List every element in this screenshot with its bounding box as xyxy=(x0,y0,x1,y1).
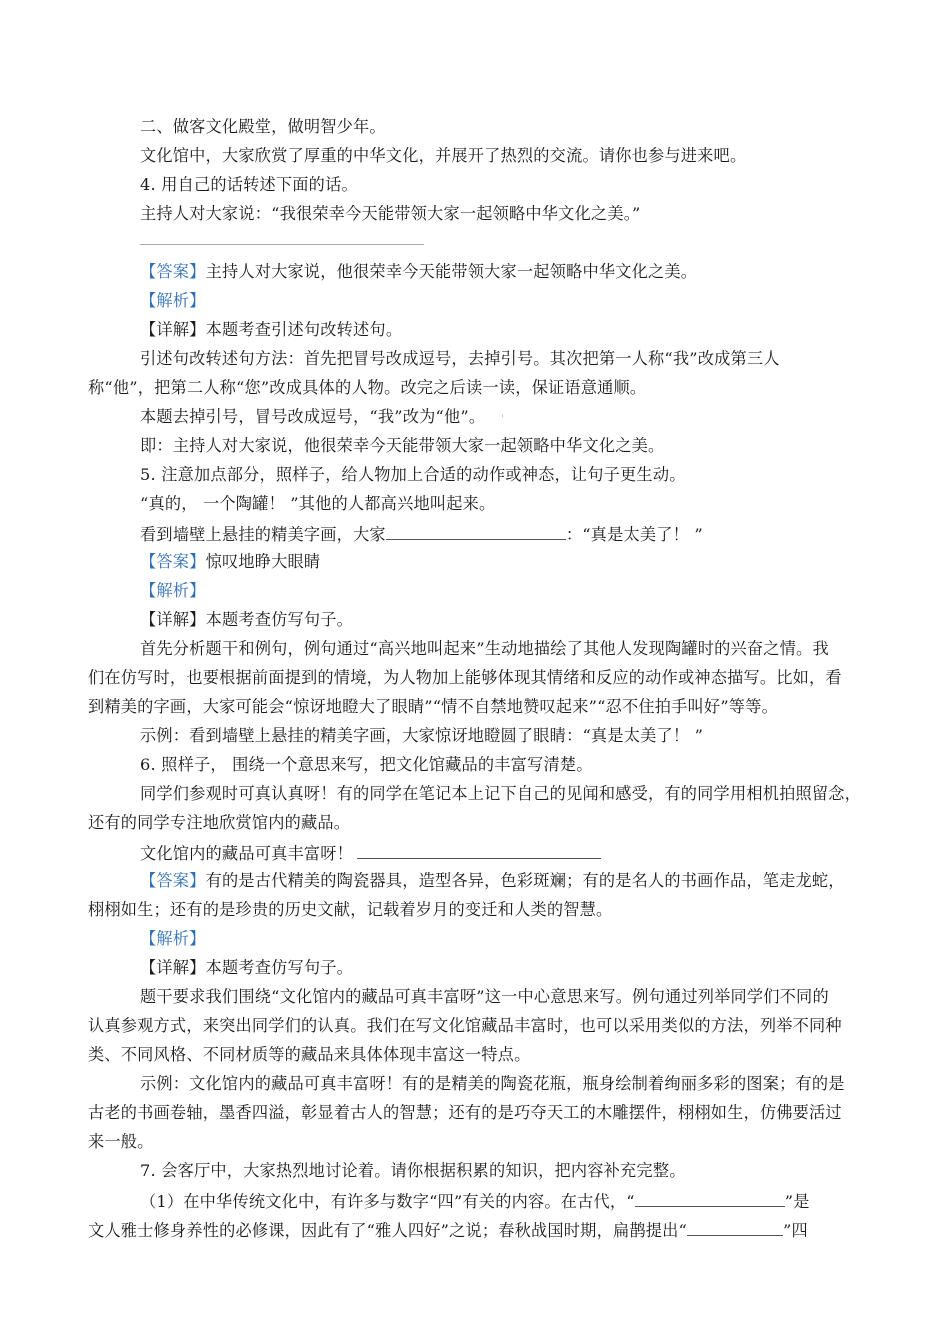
q6-analysis-tag: 【解析】 xyxy=(140,929,206,948)
q6-answer-blank[interactable] xyxy=(357,842,601,859)
q6-detail-line: 古老的书画卷轴，墨香四溢，彰显着古人的智慧；还有的是巧夺天工的木雕摆件，栩栩如生，仿佛要活过 xyxy=(88,1103,842,1122)
q6-example-line: 还有的同学专注地欣赏馆内的藏品。 xyxy=(88,813,351,832)
q7-blank-1[interactable] xyxy=(635,1190,785,1207)
stray-mark: ' xyxy=(501,414,505,425)
q4-detail-line: 引述句改转述句方法：首先把冒号改成逗号，去掉引号。其次把第一人称“我”改成第三人 xyxy=(140,349,780,368)
answer-tag: 【答案】 xyxy=(140,262,206,281)
q5-answer-blank[interactable] xyxy=(386,523,566,540)
q5-example: “真的， 一个陶罐！ ”其他的人都高兴地叫起来。 xyxy=(140,494,496,513)
q4-analysis-tag: 【解析】 xyxy=(140,291,206,310)
q4-detail-text: 本题考查引述句改转述句。 xyxy=(205,320,403,339)
detail-tag: 【详解】 xyxy=(140,610,206,629)
q4-answer-text: 主持人对大家说，他很荣幸今天能带领大家一起领略中华文化之美。 xyxy=(205,262,698,281)
detail-tag: 【详解】 xyxy=(140,958,206,977)
q6-detail-line: 题干要求我们围绕“文化馆内的藏品可真丰富呀”这一中心意思来写。例句通过列举同学们不同的 xyxy=(140,987,829,1006)
section-heading: 二、做客文化殿堂，做明智少年。 xyxy=(140,117,386,136)
q6-detail-line: 认真参观方式，来突出同学们的认真。我们在写文化馆藏品丰富时，也可以采用类似的方法，列举不同种 xyxy=(88,1016,842,1035)
q6-example-line: 同学们参观时可真认真呀！有的同学在笔记本上记下自己的见闻和感受，有的同学用相机拍照留念， xyxy=(140,784,862,803)
q4-answer-line[interactable] xyxy=(140,244,424,245)
q4-detail-line: 即：主持人对大家说，他很荣幸今天能带领大家一起领略中华文化之美。 xyxy=(140,436,665,455)
q6-detail xyxy=(140,958,353,978)
q4-answer xyxy=(140,262,697,282)
q6-answer-line: 栩栩如生；还有的是珍贵的历史文献，记载着岁月的变迁和人类的智慧。 xyxy=(88,900,613,919)
q6-detail-line: 示例：文化馆内的藏品可真丰富呀！有的是精美的陶瓷花瓶，瓶身绘制着绚丽多彩的图案；有的是 xyxy=(140,1074,845,1093)
q4-detail-line xyxy=(140,407,504,430)
answer-tag: 【答案】 xyxy=(140,552,206,571)
q4-question: 4. 用自己的话转述下面的话。 xyxy=(140,175,358,194)
q5-answer xyxy=(140,552,320,572)
q4-detail-line: 称“他”，把第二人称“您”改成具体的人物。改完之后读一读，保证语意通顺。 xyxy=(88,378,647,397)
q7-part1-text: （1）在中华传统文化中，有许多与数字“四”有关的内容。在古代，“ xyxy=(140,1192,635,1211)
q5-detail-line: 示例：看到墙壁上悬挂的精美字画，大家惊讶地瞪圆了眼睛：“真是太美了！ ” xyxy=(140,726,704,745)
q5-detail-line: 到精美的字画，大家可能会“惊讶地瞪大了眼睛”“情不自禁地赞叹起来”“忍不住拍手叫好”等等。 xyxy=(88,697,778,716)
q5-question: 5. 注意加点部分，照样子，给人物加上合适的动作或神态，让句子更生动。 xyxy=(140,465,686,484)
q4-quote: 主持人对大家说：“我很荣幸今天能带领大家一起领略中华文化之美。” xyxy=(140,204,641,223)
q7-part1 xyxy=(140,1190,810,1212)
q6-detail-line: 来一般。 xyxy=(88,1132,154,1151)
q4-detail-text: 本题去掉引号，冒号改成逗号，“我”改为“他”。 xyxy=(140,407,486,426)
q6-answer xyxy=(140,871,845,891)
q6-prompt-text: 文化馆内的藏品可真丰富呀！ xyxy=(140,844,354,863)
answer-tag: 【答案】 xyxy=(140,871,206,890)
intro-text: 文化馆中，大家欣赏了厚重的中华文化，并展开了热烈的交流。请你也参与进来吧。 xyxy=(140,146,747,165)
q5-prompt-after: ：“真是太美了！ ” xyxy=(565,525,703,544)
q4-detail xyxy=(140,320,402,340)
q5-detail-line: 首先分析题干和例句，例句通过“高兴地叫起来”生动地描绘了其他人发现陶罐时的兴奋之情。我 xyxy=(140,639,829,658)
q5-analysis-tag: 【解析】 xyxy=(140,581,206,600)
q6-question: 6. 照样子， 围绕一个意思来写，把文化馆藏品的丰富写清楚。 xyxy=(140,755,593,774)
q5-detail-line: 们在仿写时，也要根据前面提到的情境，为人物加上能够体现其情绪和反应的动作或神态描写。比如，看 xyxy=(88,668,842,687)
q7-blank-2[interactable] xyxy=(687,1219,783,1236)
q7-question: 7. 会客厅中，大家热烈地讨论着。请你根据积累的知识，把内容补充完整。 xyxy=(140,1161,686,1180)
q5-prompt-before: 看到墙壁上悬挂的精美字画，大家 xyxy=(140,525,386,544)
q5-detail-text: 本题考查仿写句子。 xyxy=(205,610,354,629)
q6-detail-text: 本题考查仿写句子。 xyxy=(205,958,354,977)
q6-detail-line: 类、不同风格、不同材质等的藏品来具体体现丰富这一特点。 xyxy=(88,1045,531,1064)
q6-prompt xyxy=(140,842,601,864)
detail-tag: 【详解】 xyxy=(140,320,206,339)
q6-answer-text: 有的是古代精美的陶瓷器具，造型各异，色彩斑斓；有的是名人的书画作品，笔走龙蛇， xyxy=(205,871,845,890)
q7-part1-line2 xyxy=(88,1219,808,1241)
q5-answer-text: 惊叹地睁大眼睛 xyxy=(205,552,321,571)
q7-part1-text: 文人雅士修身养性的必修课，因此有了“雅人四好”之说；春秋战国时期，扁鹊提出“ xyxy=(88,1221,687,1240)
q7-part1-text: ”是 xyxy=(784,1192,810,1211)
q7-part1-text: ”四 xyxy=(783,1221,808,1240)
q5-detail xyxy=(140,610,353,630)
q5-prompt xyxy=(140,523,703,545)
